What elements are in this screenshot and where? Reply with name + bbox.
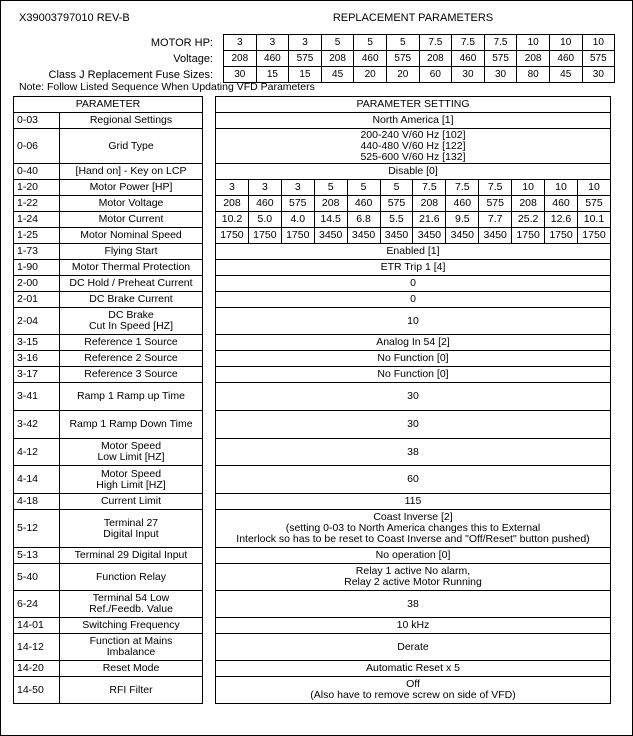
parameter-name: [Hand on] - Key on LCP [60, 164, 203, 180]
parameter-name: Function Relay [60, 564, 203, 591]
setting-value-cell: 7.5 [479, 180, 512, 196]
parameter-row [14, 383, 203, 411]
parameter-name: Motor Voltage [60, 196, 203, 212]
parameter-name: RFI Filter [60, 677, 203, 704]
setting-row [216, 276, 611, 292]
setting-value-cell: 10 [545, 180, 578, 196]
hp-row-value: 10 [549, 35, 582, 51]
setting-value: Coast Inverse [2] (setting 0-03 to North America changes this to External Interlock so has to be reset to Coast Inverse and "Off/Reset" button pushed) [216, 510, 611, 548]
parameter-name: Ramp 1 Ramp up Time [60, 383, 203, 411]
setting-row [216, 164, 611, 180]
setting-value-cell: 3 [216, 180, 249, 196]
setting-value-cell: 575 [281, 196, 314, 212]
parameter-id: 4-14 [14, 466, 60, 494]
setting-row [216, 634, 611, 661]
setting-value-cell: 1750 [577, 228, 610, 244]
parameter-header: PARAMETER [14, 97, 203, 113]
hp-row-value: 10 [517, 35, 550, 51]
setting-row [216, 564, 611, 591]
setting-value-cell: 9.5 [446, 212, 479, 228]
voltage-row-value: 575 [386, 51, 419, 67]
setting-row [216, 260, 611, 276]
setting-row [216, 292, 611, 308]
voltage-row-value: 208 [419, 51, 452, 67]
parameter-name: Switching Frequency [60, 618, 203, 634]
fuse-row-value: 15 [289, 67, 322, 83]
parameter-id: 1-22 [14, 196, 60, 212]
parameter-row [14, 618, 203, 634]
setting-value-cell: 12.6 [545, 212, 578, 228]
hp-row-value: 10 [582, 35, 615, 51]
parameter-id: 1-90 [14, 260, 60, 276]
setting-value-cell: 208 [512, 196, 545, 212]
setting-value-cell: 3 [281, 180, 314, 196]
parameter-name: Reference 3 Source [60, 367, 203, 383]
setting-value-cell: 5 [380, 180, 413, 196]
setting-value: 10 [216, 308, 611, 335]
parameter-row [14, 244, 203, 260]
replacement-table [13, 34, 615, 83]
voltage-row-value: 208 [321, 51, 354, 67]
parameter-row [14, 677, 203, 704]
parameter-name: Reset Mode [60, 661, 203, 677]
parameter-id: 1-25 [14, 228, 60, 244]
parameter-row [14, 510, 203, 548]
setting-value: 30 [216, 383, 611, 411]
voltage-row-value: 208 [517, 51, 550, 67]
parameter-id: 2-00 [14, 276, 60, 292]
fuse-row-value: 30 [582, 67, 615, 83]
parameter-row [14, 180, 203, 196]
setting-value-cell: 10.2 [216, 212, 249, 228]
setting-value-cell: 575 [577, 196, 610, 212]
setting-value: Automatic Reset x 5 [216, 661, 611, 677]
fuse-row-value: 45 [321, 67, 354, 83]
parameter-name: DC Brake Current [60, 292, 203, 308]
setting-value-cell: 460 [446, 196, 479, 212]
parameter-row [14, 196, 203, 212]
setting-value-cell: 3450 [347, 228, 380, 244]
voltage-row-value: 460 [452, 51, 485, 67]
setting-row [216, 677, 611, 704]
parameter-name: Grid Type [60, 129, 203, 164]
setting-value-cell: 21.6 [413, 212, 446, 228]
setting-value: Enabled [1] [216, 244, 611, 260]
parameter-name: Terminal 29 Digital Input [60, 548, 203, 564]
parameter-name: Motor Current [60, 212, 203, 228]
parameter-name: Motor Thermal Protection [60, 260, 203, 276]
parameter-name: DC Brake Cut In Speed [HZ] [60, 308, 203, 335]
setting-value: ETR Trip 1 [4] [216, 260, 611, 276]
setting-value: North America [1] [216, 113, 611, 129]
hp-row-value: 7.5 [452, 35, 485, 51]
parameter-name: Terminal 27 Digital Input [60, 510, 203, 548]
setting-value-cell: 7.7 [479, 212, 512, 228]
setting-row [216, 244, 611, 260]
setting-value: 38 [216, 591, 611, 618]
parameter-name: Function at Mains Imbalance [60, 634, 203, 661]
note: Note: Follow Listed Sequence When Updating VFD Parameters [19, 81, 315, 93]
setting-value: 115 [216, 494, 611, 510]
parameter-id: 4-12 [14, 439, 60, 466]
parameter-id: 14-01 [14, 618, 60, 634]
setting-value-cell: 1750 [216, 228, 249, 244]
parameter-name: Flying Start [60, 244, 203, 260]
parameter-name: Regional Settings [60, 113, 203, 129]
setting-value-cell: 25.2 [512, 212, 545, 228]
setting-value-cell: 208 [413, 196, 446, 212]
setting-header: PARAMETER SETTING [216, 97, 611, 113]
setting-value-cell: 3450 [479, 228, 512, 244]
setting-value-cell: 3450 [446, 228, 479, 244]
setting-value: Relay 1 active No alarm, Relay 2 active Motor Running [216, 564, 611, 591]
parameter-row [14, 113, 203, 129]
parameter-row [14, 228, 203, 244]
hp-row-value: 3 [256, 35, 289, 51]
setting-value-cell: 5 [347, 180, 380, 196]
parameter-id: 4-18 [14, 494, 60, 510]
parameter-row [14, 564, 203, 591]
parameter-name: Ramp 1 Ramp Down Time [60, 411, 203, 439]
parameter-row [14, 494, 203, 510]
parameter-id: 2-04 [14, 308, 60, 335]
setting-row [216, 661, 611, 677]
setting-value-cell: 3450 [413, 228, 446, 244]
setting-value: Off (Also have to remove screw on side of VFD) [216, 677, 611, 704]
hp-row-value: 5 [386, 35, 419, 51]
hp-row-label: MOTOR HP: [150, 36, 213, 49]
parameter-id: 1-73 [14, 244, 60, 260]
parameter-row [14, 308, 203, 335]
setting-value: 38 [216, 439, 611, 466]
setting-value-cell: 1750 [512, 228, 545, 244]
parameter-name: Reference 1 Source [60, 335, 203, 351]
voltage-row-value: 208 [224, 51, 257, 67]
setting-row [216, 180, 611, 196]
setting-value-cell: 575 [380, 196, 413, 212]
parameter-row [14, 661, 203, 677]
setting-value-cell: 10 [577, 180, 610, 196]
parameter-row [14, 276, 203, 292]
setting-value-cell: 3450 [314, 228, 347, 244]
setting-value-cell: 1750 [545, 228, 578, 244]
parameter-row [14, 212, 203, 228]
setting-value-cell: 3450 [380, 228, 413, 244]
parameter-id: 3-41 [14, 383, 60, 411]
parameter-row [14, 367, 203, 383]
setting-row [216, 383, 611, 411]
setting-row [216, 196, 611, 212]
setting-row [216, 591, 611, 618]
parameter-id: 14-12 [14, 634, 60, 661]
parameter-row [14, 411, 203, 439]
parameter-id: 3-17 [14, 367, 60, 383]
parameter-row [14, 335, 203, 351]
parameter-id: 14-50 [14, 677, 60, 704]
fuse-row-value: 20 [386, 67, 419, 83]
fuse-row-value: 60 [419, 67, 452, 83]
setting-value: Disable [0] [216, 164, 611, 180]
setting-row [216, 439, 611, 466]
parameter-row [14, 129, 203, 164]
parameter-name: Motor Speed Low Limit [HZ] [60, 439, 203, 466]
fuse-row-value: 45 [549, 67, 582, 83]
parameter-name: DC Hold / Preheat Current [60, 276, 203, 292]
setting-value: No Function [0] [216, 351, 611, 367]
parameter-id: 14-20 [14, 661, 60, 677]
parameter-row [14, 164, 203, 180]
hp-row-value: 5 [321, 35, 354, 51]
voltage-row-value: 575 [582, 51, 615, 67]
setting-value: 200-240 V/60 Hz [102] 440-480 V/60 Hz [122] 525-600 V/60 Hz [132] [216, 129, 611, 164]
parameter-row [14, 292, 203, 308]
parameter-row [14, 591, 203, 618]
setting-row [216, 113, 611, 129]
parameter-id: 0-03 [14, 113, 60, 129]
setting-value: 10 kHz [216, 618, 611, 634]
setting-row [216, 367, 611, 383]
setting-row [216, 411, 611, 439]
hp-row-value: 3 [289, 35, 322, 51]
setting-row [216, 335, 611, 351]
setting-value-cell: 5.0 [248, 212, 281, 228]
setting-value: 0 [216, 292, 611, 308]
setting-value-cell: 7.5 [413, 180, 446, 196]
fuse-row-value: 20 [354, 67, 387, 83]
hp-row-value: 5 [354, 35, 387, 51]
setting-row [216, 351, 611, 367]
parameter-row [14, 548, 203, 564]
setting-value: No Function [0] [216, 367, 611, 383]
setting-value-cell: 460 [545, 196, 578, 212]
setting-value-cell: 1750 [281, 228, 314, 244]
document-id: X39003797010 REV-B [19, 12, 130, 24]
fuse-row-value: 80 [517, 67, 550, 83]
voltage-row-value: 575 [289, 51, 322, 67]
parameter-id: 3-42 [14, 411, 60, 439]
setting-value: 0 [216, 276, 611, 292]
setting-row [216, 494, 611, 510]
setting-value: No operation [0] [216, 548, 611, 564]
setting-value-cell: 7.5 [446, 180, 479, 196]
parameter-name: Reference 2 Source [60, 351, 203, 367]
hp-row-value: 7.5 [484, 35, 517, 51]
setting-value-cell: 5 [314, 180, 347, 196]
setting-row [216, 308, 611, 335]
setting-value-cell: 1750 [248, 228, 281, 244]
parameter-row [14, 260, 203, 276]
parameter-row [14, 634, 203, 661]
voltage-row-value: 460 [549, 51, 582, 67]
setting-table [215, 96, 611, 704]
parameter-row [14, 439, 203, 466]
hp-row-value: 3 [224, 35, 257, 51]
fuse-row-label: Class J Replacement Fuse Sizes: [48, 68, 213, 81]
parameter-id: 3-15 [14, 335, 60, 351]
setting-row [216, 129, 611, 164]
setting-value-cell: 6.8 [347, 212, 380, 228]
parameter-name: Terminal 54 Low Ref./Feedb. Value [60, 591, 203, 618]
fuse-row-value: 30 [484, 67, 517, 83]
parameter-id: 3-16 [14, 351, 60, 367]
setting-value-cell: 460 [248, 196, 281, 212]
hp-row-value: 7.5 [419, 35, 452, 51]
parameter-id: 1-20 [14, 180, 60, 196]
setting-row [216, 618, 611, 634]
setting-value-cell: 10 [512, 180, 545, 196]
parameter-id: 5-40 [14, 564, 60, 591]
setting-value-cell: 3 [248, 180, 281, 196]
parameter-id: 5-13 [14, 548, 60, 564]
setting-row [216, 510, 611, 548]
setting-value-cell: 460 [347, 196, 380, 212]
voltage-row-value: 575 [484, 51, 517, 67]
voltage-row-label: Voltage: [173, 52, 213, 65]
parameter-name: Motor Nominal Speed [60, 228, 203, 244]
parameter-name: Current Limit [60, 494, 203, 510]
parameter-name: Motor Speed High Limit [HZ] [60, 466, 203, 494]
fuse-row-value: 30 [452, 67, 485, 83]
voltage-row [13, 51, 615, 67]
replacement-title: REPLACEMENT PARAMETERS [332, 12, 494, 24]
setting-value: Derate [216, 634, 611, 661]
setting-row [216, 466, 611, 494]
setting-value-cell: 14.5 [314, 212, 347, 228]
parameter-id: 2-01 [14, 292, 60, 308]
setting-value-cell: 575 [479, 196, 512, 212]
parameter-id: 5-12 [14, 510, 60, 548]
setting-value-cell: 5.5 [380, 212, 413, 228]
setting-value-cell: 208 [216, 196, 249, 212]
parameter-table [13, 96, 203, 704]
hp-row [13, 35, 615, 51]
setting-value-cell: 208 [314, 196, 347, 212]
setting-row [216, 548, 611, 564]
parameter-row [14, 351, 203, 367]
setting-value-cell: 10.1 [577, 212, 610, 228]
parameter-id: 0-06 [14, 129, 60, 164]
setting-value: 30 [216, 411, 611, 439]
voltage-row-value: 460 [256, 51, 289, 67]
setting-row [216, 212, 611, 228]
setting-value-cell: 4.0 [281, 212, 314, 228]
parameter-id: 6-24 [14, 591, 60, 618]
voltage-row-value: 460 [354, 51, 387, 67]
setting-value: Analog In 54 [2] [216, 335, 611, 351]
setting-row [216, 228, 611, 244]
fuse-row-value: 30 [224, 67, 257, 83]
parameter-id: 0-40 [14, 164, 60, 180]
fuse-row-value: 15 [256, 67, 289, 83]
setting-value: 60 [216, 466, 611, 494]
parameter-name: Motor Power [HP] [60, 180, 203, 196]
parameter-id: 1-24 [14, 212, 60, 228]
parameter-row [14, 466, 203, 494]
